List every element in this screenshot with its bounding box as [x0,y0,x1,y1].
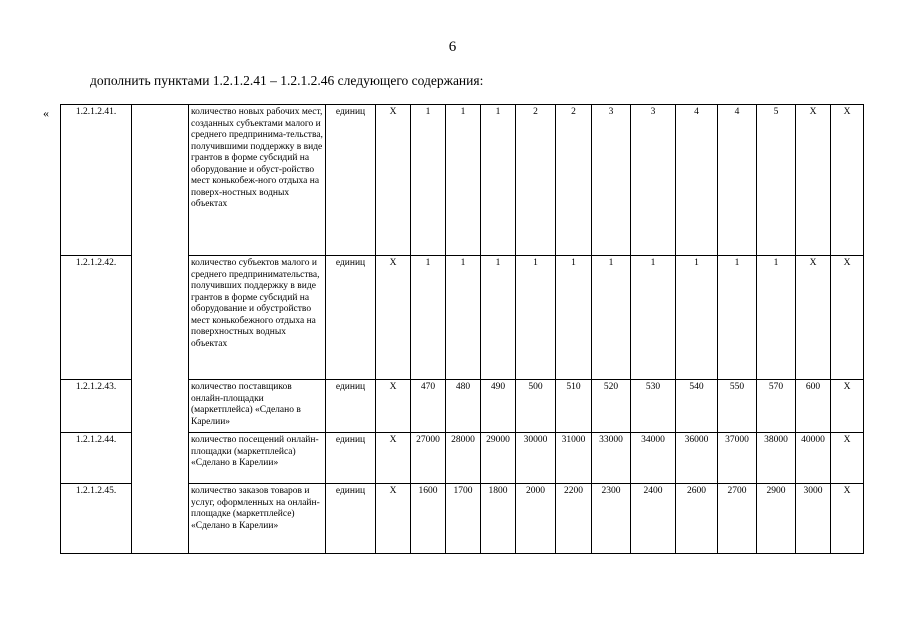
value-cell: X [831,484,864,554]
row-unit: единиц [326,256,376,380]
value-cell: 1600 [411,484,446,554]
value-cell: 4 [718,105,757,256]
value-cell: 27000 [411,433,446,484]
row-description: количество поставщиков онлайн-площадки (маркетплейса) «Сделано в Карелии» [189,380,326,433]
value-cell: 29000 [481,433,516,484]
intro-text: дополнить пунктами 1.2.1.2.41 – 1.2.1.2.46 следующего содержания: [90,73,484,88]
value-cell: 530 [631,380,676,433]
value-cell: 510 [556,380,592,433]
value-cell: 37000 [718,433,757,484]
value-cell: 34000 [631,433,676,484]
value-cell: 1 [411,105,446,256]
value-cell: 1 [446,256,481,380]
table-body [61,105,864,554]
value-cell: 600 [796,380,831,433]
value-cell: 2600 [676,484,718,554]
row-unit: единиц [326,433,376,484]
value-cell: 1 [631,256,676,380]
value-cell: 2900 [757,484,796,554]
value-cell: X [831,105,864,256]
value-cell: 1700 [446,484,481,554]
value-cell: 1 [757,256,796,380]
value-cell: X [376,256,411,380]
value-cell: 3000 [796,484,831,554]
value-cell: 3 [631,105,676,256]
row-code: 1.2.1.2.44. [61,433,132,484]
value-cell: 550 [718,380,757,433]
value-cell: 1 [556,256,592,380]
row-description: количество посещений онлайн-площадки (маркетплейса) «Сделано в Карелии» [189,433,326,484]
value-cell: X [796,105,831,256]
value-cell: 2700 [718,484,757,554]
table-row [61,105,864,256]
value-cell: 500 [516,380,556,433]
row-description: количество заказов товаров и услуг, оформленных на онлайн-площадке (маркетплейсе) «Сделано в Карелии» [189,484,326,554]
row-code: 1.2.1.2.42. [61,256,132,380]
value-cell: X [831,380,864,433]
value-cell: 31000 [556,433,592,484]
value-cell: 5 [757,105,796,256]
row-unit: единиц [326,380,376,433]
value-cell: 1 [411,256,446,380]
value-cell: 30000 [516,433,556,484]
value-cell: 2000 [516,484,556,554]
value-cell: X [831,256,864,380]
value-cell: 1 [481,105,516,256]
row-description: количество субъектов малого и среднего предпринимательства, получивших поддержку в виде грантов в форме субсидий на оборудование и обустройство мест конькобежного отдыха на поверхностных водных объектах [189,256,326,380]
row-description: количество новых рабочих мест, созданных субъектами малого и среднего предпринима-тельства, получившими поддержку в виде грантов в форме субсидий на оборудование и обуст-ройство мест конькобеж-ного отдыха на поверх-ностных водных объектах [189,105,326,256]
indicators-table [60,104,864,554]
value-cell: 2 [516,105,556,256]
value-cell: 2200 [556,484,592,554]
value-cell: 28000 [446,433,481,484]
value-cell: 3 [592,105,631,256]
value-cell: 33000 [592,433,631,484]
value-cell: X [831,433,864,484]
row-unit: единиц [326,484,376,554]
row-code: 1.2.1.2.41. [61,105,132,256]
value-cell: 2 [556,105,592,256]
value-cell: 570 [757,380,796,433]
value-cell: 2400 [631,484,676,554]
value-cell: 1 [718,256,757,380]
value-cell: 470 [411,380,446,433]
row-unit: единиц [326,105,376,256]
merged-blank-cell [132,105,189,554]
value-cell: 1 [516,256,556,380]
value-cell: 36000 [676,433,718,484]
page-number: 6 [448,39,457,55]
value-cell: 4 [676,105,718,256]
value-cell: X [796,256,831,380]
value-cell: 2300 [592,484,631,554]
value-cell: 40000 [796,433,831,484]
value-cell: 490 [481,380,516,433]
row-code: 1.2.1.2.43. [61,380,132,433]
value-cell: X [376,433,411,484]
value-cell: 1 [446,105,481,256]
value-cell: 1 [481,256,516,380]
value-cell: 540 [676,380,718,433]
value-cell: X [376,380,411,433]
value-cell: 1 [592,256,631,380]
value-cell: 480 [446,380,481,433]
value-cell: 1800 [481,484,516,554]
value-cell: X [376,484,411,554]
row-code: 1.2.1.2.45. [61,484,132,554]
opening-quote: « [43,106,49,120]
value-cell: 38000 [757,433,796,484]
value-cell: 1 [676,256,718,380]
value-cell: 520 [592,380,631,433]
value-cell: X [376,105,411,256]
